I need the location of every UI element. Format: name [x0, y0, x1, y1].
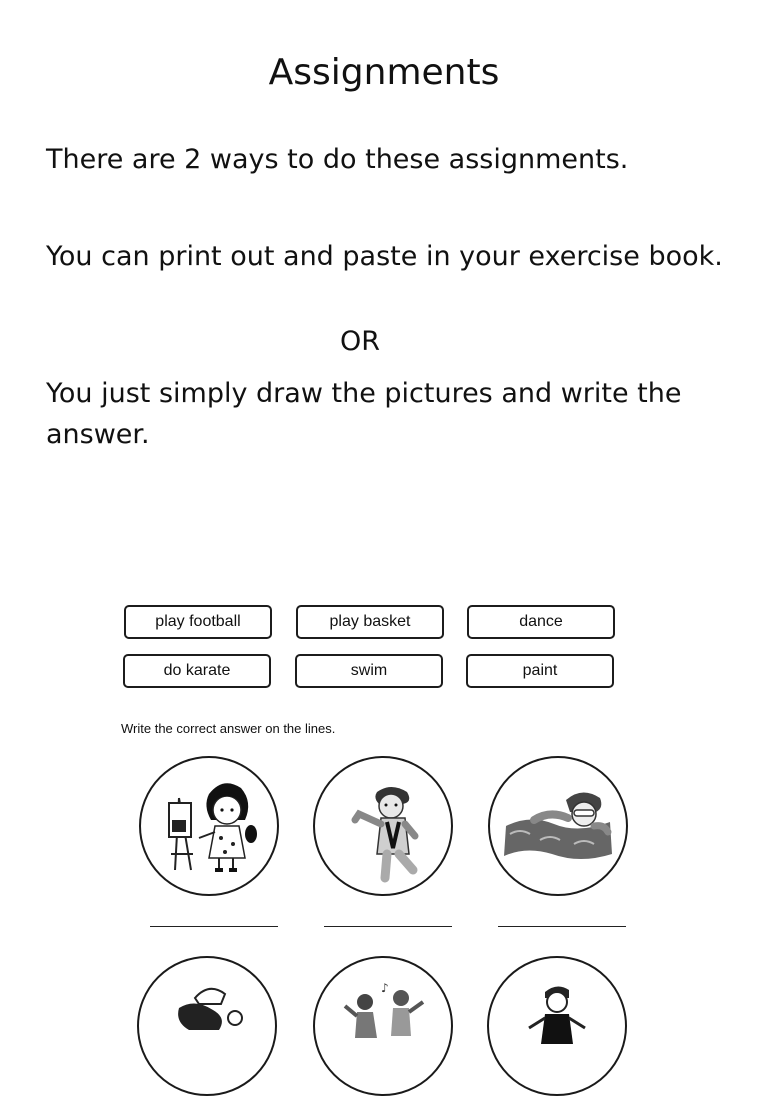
karate-picture	[313, 756, 453, 896]
football-picture	[137, 956, 277, 1096]
answer-line[interactable]	[324, 926, 452, 927]
svg-text:♪: ♪	[381, 981, 389, 995]
page-title: Assignments	[268, 52, 500, 93]
answer-line[interactable]	[498, 926, 626, 927]
worksheet-instruction: Write the correct answer on the lines.	[121, 721, 336, 736]
word-box-paint: paint	[466, 654, 614, 688]
swimming-picture	[488, 756, 628, 896]
intro-paragraph: There are 2 ways to do these assignments.	[46, 144, 629, 175]
word-box-do-karate: do karate	[123, 654, 271, 688]
word-box-swim: swim	[295, 654, 443, 688]
dancing-picture	[313, 956, 453, 1096]
answer-line[interactable]	[150, 926, 278, 927]
word-box-play-basket: play basket	[296, 605, 444, 639]
painting-picture	[139, 756, 279, 896]
word-box-play-football: play football	[124, 605, 272, 639]
option-two-paragraph: You just simply draw the pictures and write the answer.	[46, 378, 682, 450]
or-divider-text: OR	[339, 326, 380, 357]
word-box-dance: dance	[467, 605, 615, 639]
option-one-paragraph: You can print out and paste in your exercise book.	[46, 241, 723, 272]
basketball-picture	[487, 956, 627, 1096]
